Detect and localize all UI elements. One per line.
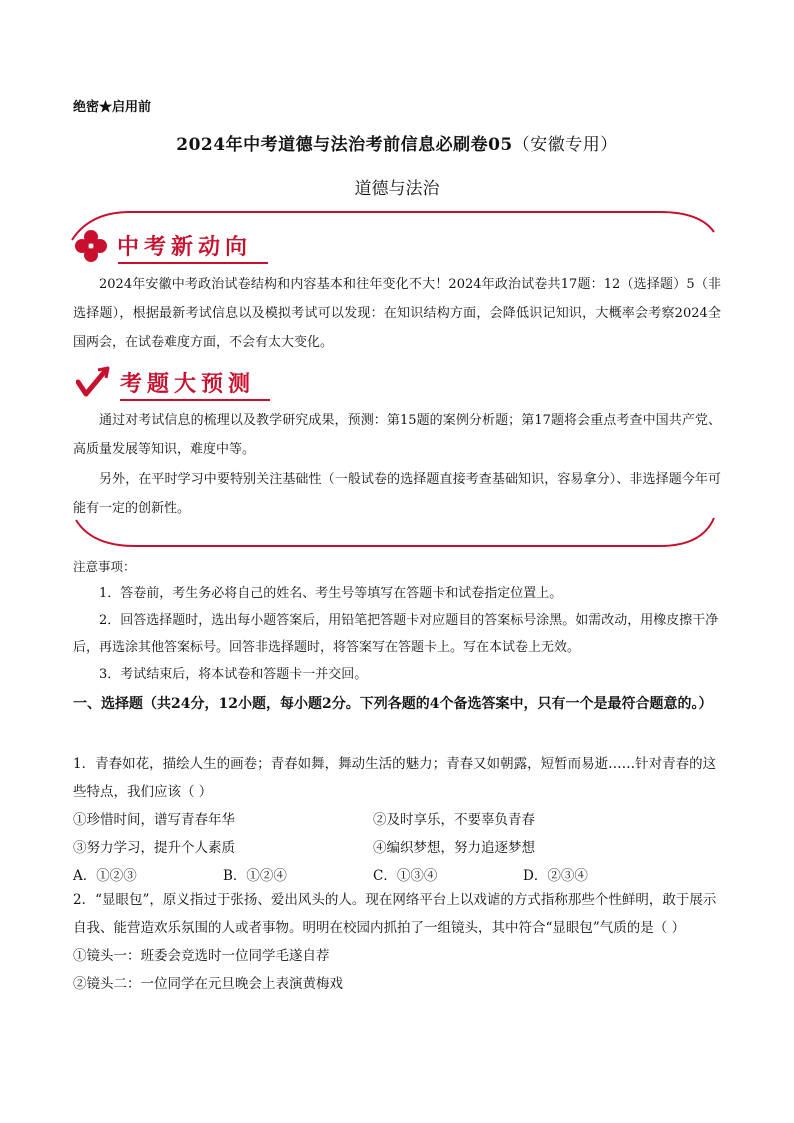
question-1: [73, 750, 723, 890]
question-2: [73, 886, 723, 998]
section-text-prediction-extra: 另外，在平时学习中要特别关注基础性（一般试卷的选择题直接考查基础知识，容易拿分）、非选择题今年可能有一定的创新性。: [73, 472, 721, 516]
section-heading-prediction: 考题大预测: [120, 372, 256, 397]
page-title: [0, 130, 794, 155]
statement: ③努力学习，提升个人素质: [73, 840, 235, 856]
question-stem: 1．青春如花，描绘人生的画卷；青春如舞，舞动生活的魅力；青春又如朝露，短暂而易逝……针对青春的这些特点，我们应该（ ）: [73, 756, 717, 800]
section-text-trends: 2024年安徽中考政治试卷结构和内容基本和往年变化不大！2024年政治试卷共17题：12（选择题）5（非选择题），根据最新考试信息以及模拟考试可以发现：在知识结构方面，会降低识记知识，大概率会考察2024全国两会，在试卷难度方面，不会有太大变化。: [73, 277, 721, 350]
notes-title: 注意事项：: [73, 559, 136, 574]
statement: ①镜头一：班委会竞选时一位同学毛遂自荐: [73, 948, 330, 964]
title-suffix: （安徽专用）: [512, 135, 618, 155]
option-a: A．①②③: [73, 868, 137, 884]
note-item: 1．答卷前，考生务必将自己的姓名、考生号等填写在答题卡和试卷指定位置上。: [99, 586, 563, 601]
option-c: C．①③④: [373, 868, 438, 884]
statement: ④编织梦想，努力追逐梦想: [373, 840, 535, 856]
option-b: B．①②④: [223, 868, 287, 884]
heading-underline: [120, 399, 270, 405]
notes: [73, 553, 721, 688]
clover-icon: [74, 229, 108, 263]
note-item: 3．考试结束后，将本试卷和答题卡一并交回。: [99, 667, 368, 682]
statement: ②镜头二：一位同学在元旦晚会上表演黄梅戏: [73, 976, 343, 992]
statement: ①珍惜时间，谱写青春年华: [73, 812, 235, 828]
check-arrow-icon: [76, 366, 112, 398]
title-main: 2024年中考道德与法治考前信息必刷卷05: [176, 135, 513, 155]
section-heading-trends: 中考新动向: [117, 235, 253, 260]
question-stem: 2．“显眼包”，原义指过于张扬、爱出风头的人。现在网络平台上以戏谑的方式指称那些个性鲜明，敢于展示自我、能营造欢乐氛围的人或者事物。明明在校园内抓拍了一组镜头，其中符合“显眼包”气质的是（ ）: [73, 892, 717, 936]
statement: ②及时享乐，不要辜负青春: [373, 812, 535, 828]
heading-underline: [118, 262, 268, 268]
section-heading-choice: 一、选择题（共24分，12小题，每小题2分。下列各题的4个备选答案中，只有一个是最符合题意的。）: [73, 696, 713, 712]
section-text-prediction: 通过对考试信息的梳理以及教学研究成果，预测：第15题的案例分析题；第17题将会重点考查中国共产党、高质量发展等知识，难度中等。: [73, 413, 721, 457]
subject-title: 道德与法治: [354, 179, 440, 199]
note-item: 2．回答选择题时，选出每小题答案后，用铅笔把答题卡对应题目的答案标号涂黑。如需改动，用橡皮擦干净后，再选涂其他答案标号。回答非选择题时，将答案写在答题卡上。写在本试卷上无效。: [73, 613, 719, 655]
option-d: D．②③④: [523, 868, 588, 884]
confidential-label: 绝密★启用前: [73, 100, 152, 115]
